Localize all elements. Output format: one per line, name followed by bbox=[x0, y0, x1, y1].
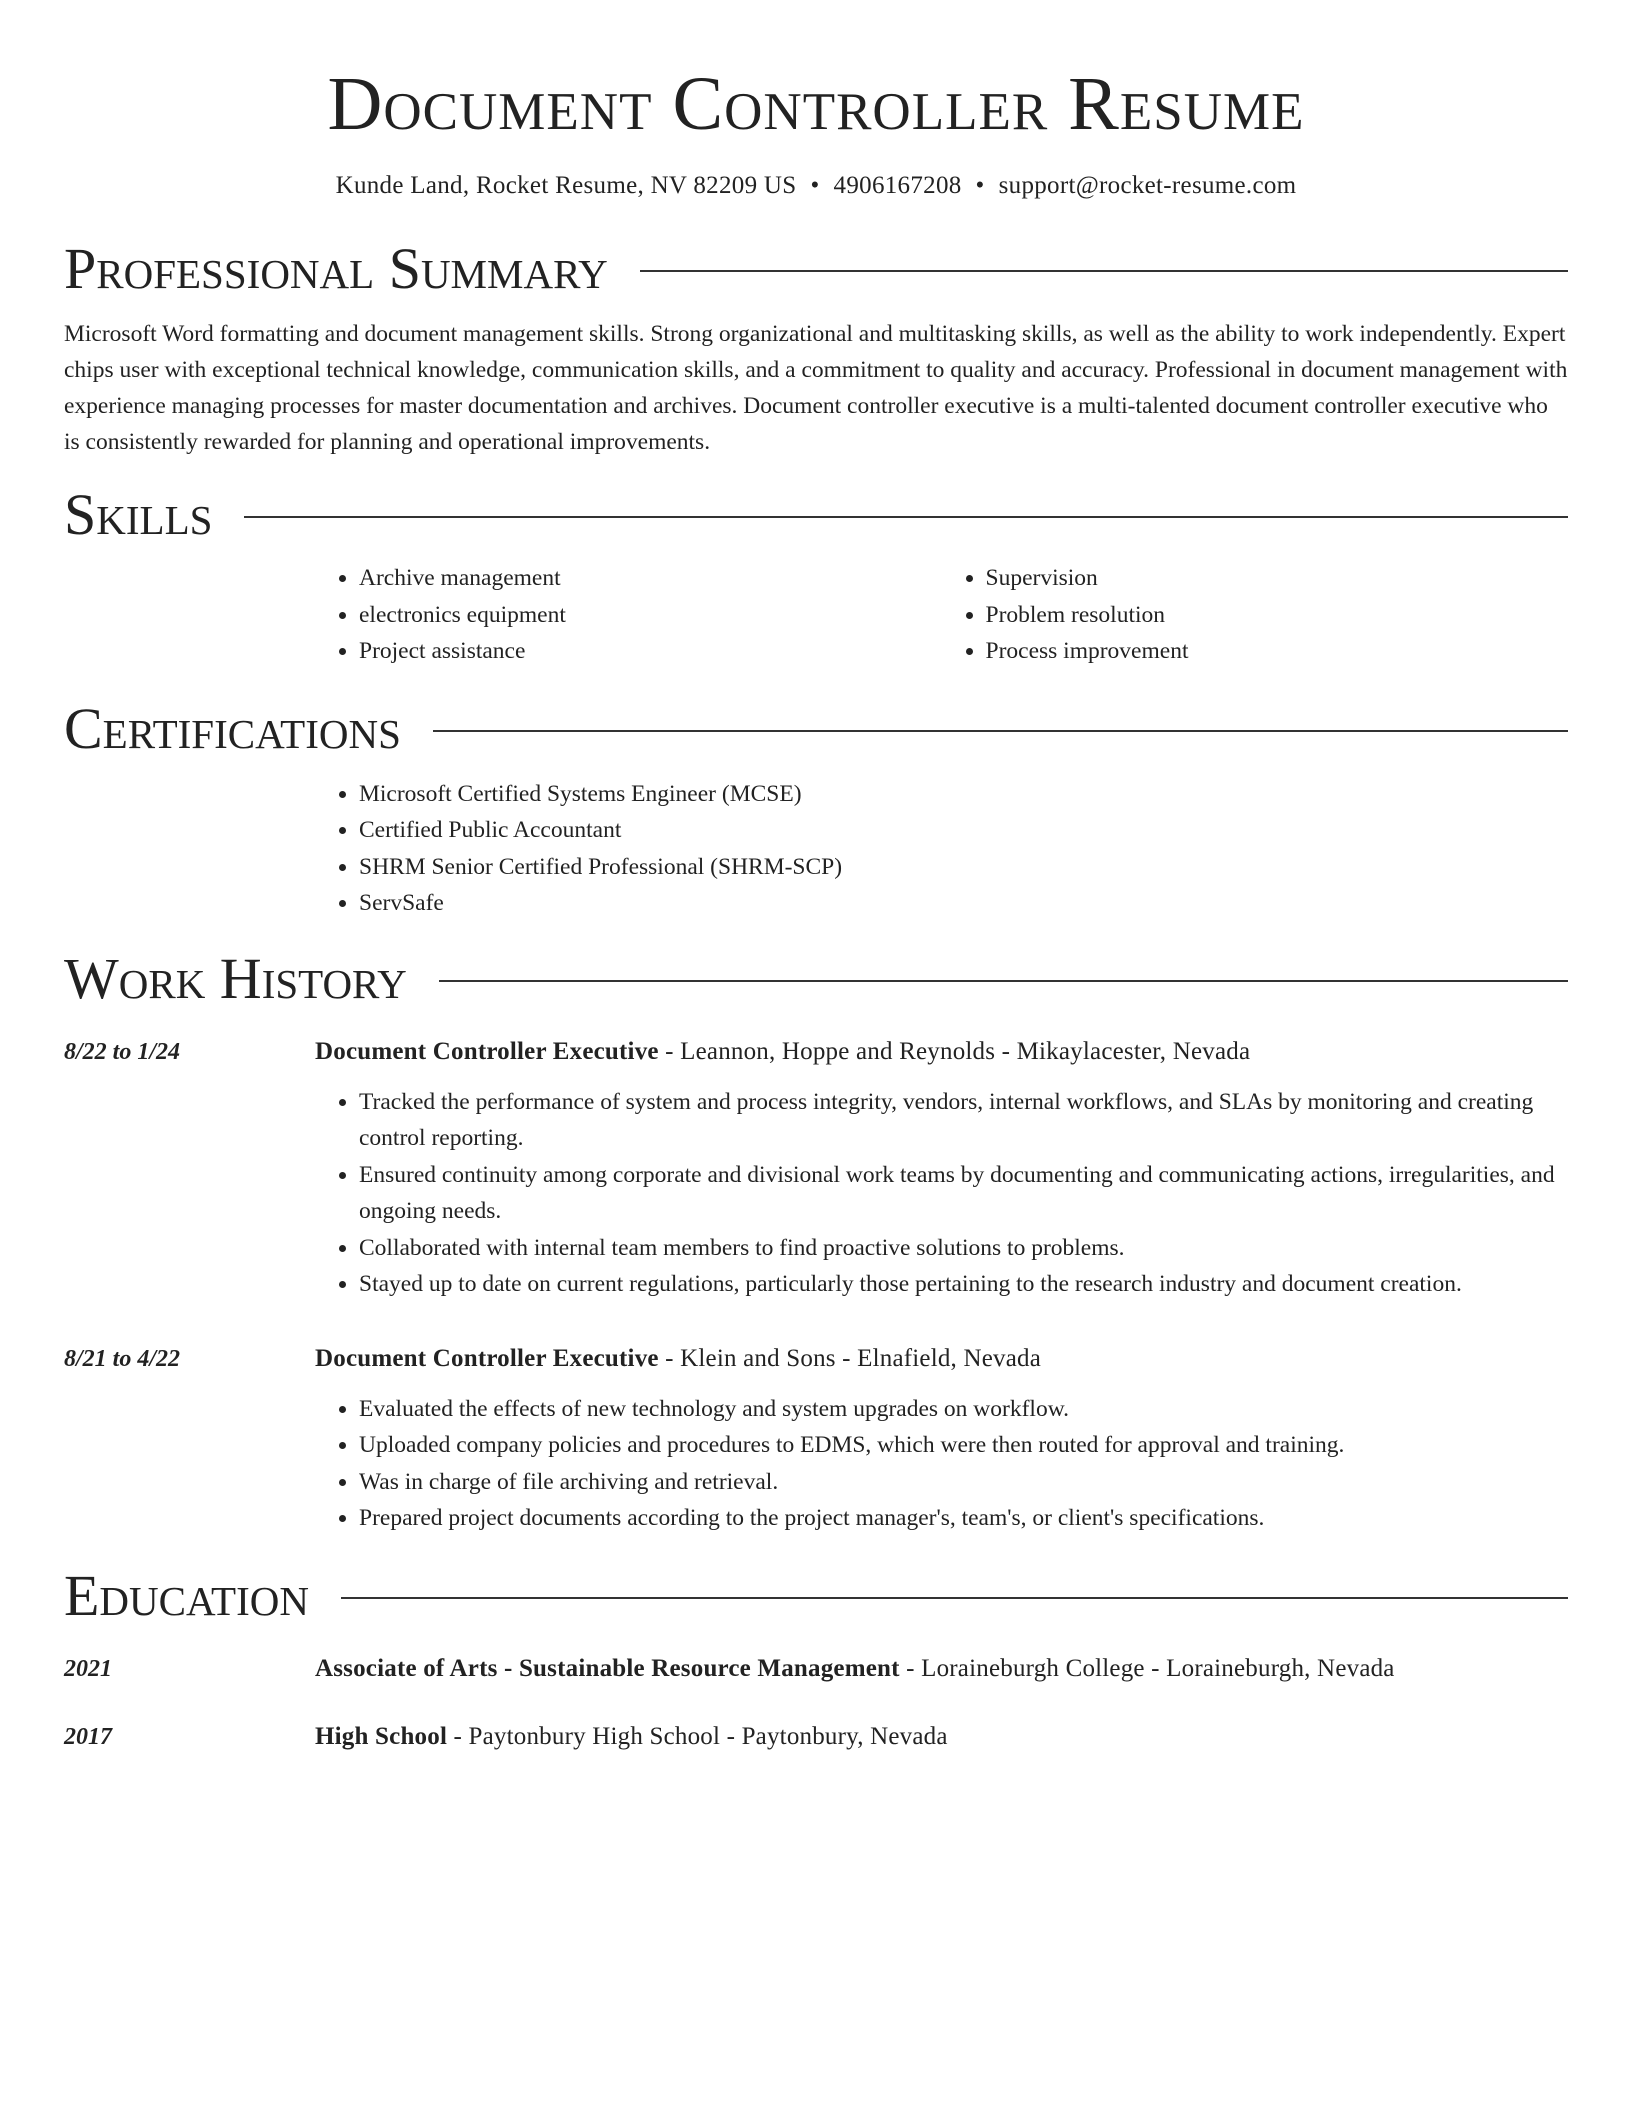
skill-item: • Project assistance bbox=[359, 633, 942, 670]
job-bullet: • Collaborated with internal team members to find proactive solutions to problems. bbox=[359, 1230, 1568, 1267]
certification-item: • Certified Public Accountant bbox=[359, 812, 1568, 849]
job-bullet: • Ensured continuity among corporate and divisional work teams by documenting and communicating actions, irregularities, and ongoing needs. bbox=[359, 1157, 1568, 1230]
resume-title: Document Controller Resume bbox=[327, 62, 1305, 146]
contact-phone: 4906167208 bbox=[833, 172, 962, 199]
work-section-heading bbox=[64, 946, 1568, 1012]
skill-item: • electronics equipment bbox=[359, 597, 942, 634]
education-details: - Loraineburgh College - Loraineburgh, Nevada bbox=[899, 1654, 1395, 1682]
job-details: - Klein and Sons - Elnafield, Nevada bbox=[658, 1344, 1041, 1372]
contact-line bbox=[64, 170, 1568, 202]
skills-list bbox=[315, 548, 1568, 670]
education-degree: High School bbox=[315, 1722, 448, 1750]
certifications-heading: Certifications bbox=[64, 695, 401, 761]
job-title-line bbox=[315, 1034, 1568, 1070]
education-section-heading bbox=[64, 1563, 1568, 1629]
summary-section-heading bbox=[64, 236, 1568, 302]
skill-item: • Archive management bbox=[359, 560, 942, 597]
contact-email: support@rocket-resume.com bbox=[998, 172, 1297, 199]
certifications-section-heading bbox=[64, 696, 1568, 762]
job-content bbox=[315, 1341, 1568, 1537]
work-heading: Work History bbox=[64, 945, 407, 1011]
education-details: - Paytonbury High School - Paytonbury, Nevada bbox=[447, 1722, 948, 1750]
education-list bbox=[64, 1651, 1568, 1755]
contact-address: Kunde Land, Rocket Resume, NV 82209 US bbox=[335, 172, 797, 199]
skills-column-right bbox=[942, 560, 1569, 670]
certifications-bullets bbox=[315, 776, 1568, 922]
certification-item: • ServSafe bbox=[359, 885, 1568, 922]
job-entry bbox=[64, 1034, 1568, 1303]
skills-section-heading bbox=[64, 482, 1568, 548]
skill-item: • Problem resolution bbox=[986, 597, 1569, 634]
contact-separator: • bbox=[810, 172, 820, 199]
education-entry bbox=[64, 1651, 1568, 1687]
education-line bbox=[315, 1719, 1568, 1755]
education-entry bbox=[64, 1719, 1568, 1755]
job-details: - Leannon, Hoppe and Reynolds - Mikaylacester, Nevada bbox=[658, 1037, 1251, 1065]
education-degree: Associate of Arts - Sustainable Resource Management bbox=[315, 1654, 900, 1682]
job-title: Document Controller Executive bbox=[315, 1037, 659, 1065]
job-bullet: • Prepared project documents according to the project manager's, team's, or client's specifications. bbox=[359, 1500, 1568, 1537]
job-title: Document Controller Executive bbox=[315, 1344, 659, 1372]
skill-item: • Process improvement bbox=[986, 633, 1569, 670]
job-content bbox=[315, 1034, 1568, 1303]
job-bullets bbox=[315, 1391, 1568, 1537]
job-bullet: • Evaluated the effects of new technology and system upgrades on workflow. bbox=[359, 1391, 1568, 1428]
certification-item: • SHRM Senior Certified Professional (SHRM-SCP) bbox=[359, 849, 1568, 886]
job-dates: 8/22 to 1/24 bbox=[64, 1038, 181, 1065]
job-bullet: • Stayed up to date on current regulations, particularly those pertaining to the research industry and document creation. bbox=[359, 1266, 1568, 1303]
job-bullet: • Tracked the performance of system and process integrity, vendors, internal workflows, and SLAs by monitoring and creating control reporting. bbox=[359, 1084, 1568, 1157]
resume-page bbox=[64, 0, 1568, 1755]
education-heading: Education bbox=[64, 1562, 309, 1628]
certification-item: • Microsoft Certified Systems Engineer (MCSE) bbox=[359, 776, 1568, 813]
education-line bbox=[315, 1651, 1568, 1687]
job-bullet: • Uploaded company policies and procedures to EDMS, which were then routed for approval and training. bbox=[359, 1427, 1568, 1464]
section-divider bbox=[433, 730, 1568, 732]
skill-item: • Supervision bbox=[986, 560, 1569, 597]
education-year: 2021 bbox=[64, 1655, 112, 1682]
section-divider bbox=[341, 1597, 1568, 1599]
section-divider bbox=[439, 980, 1568, 982]
skills-column-left bbox=[315, 560, 942, 670]
section-divider bbox=[640, 270, 1568, 272]
job-dates: 8/21 to 4/22 bbox=[64, 1345, 181, 1372]
summary-heading: Professional Summary bbox=[64, 236, 608, 301]
summary-text: Microsoft Word formatting and document management skills. Strong organizational and multitasking skills, as well as the ability to work independently. Expert chips user with exceptional technical knowledge, communication skills, and a commitment to quality and accuracy. Professional in document management with experience managing processes for master documentation and archives. Document controller executive is a multi-talented document controller executive who is consistently rewarded for planning and operational improvements. bbox=[64, 321, 1568, 455]
job-bullet: • Was in charge of file archiving and retrieval. bbox=[359, 1464, 1568, 1501]
certifications-list bbox=[315, 776, 1568, 922]
skills-heading: Skills bbox=[64, 482, 213, 547]
education-year: 2017 bbox=[64, 1723, 112, 1750]
job-bullets bbox=[315, 1084, 1568, 1303]
job-title-line bbox=[315, 1341, 1568, 1377]
contact-separator: • bbox=[975, 172, 985, 199]
job-entry bbox=[64, 1341, 1568, 1537]
section-divider bbox=[244, 516, 1568, 518]
